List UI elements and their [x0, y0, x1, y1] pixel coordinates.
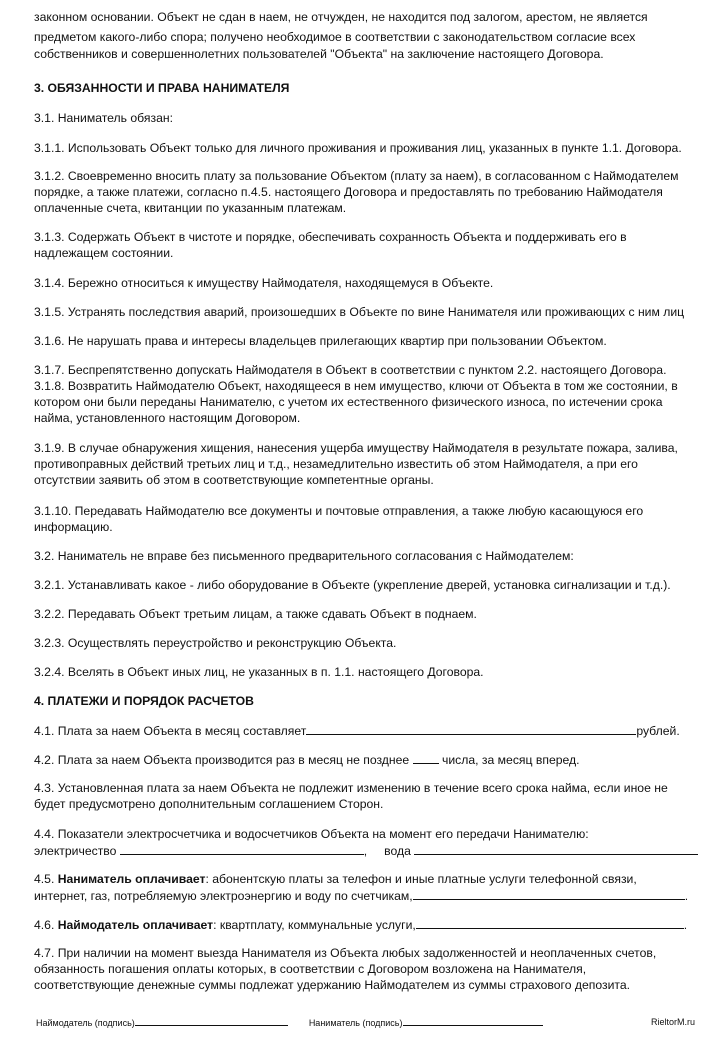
utilities-list-blank[interactable] — [413, 887, 685, 900]
payment-day-blank[interactable] — [413, 751, 439, 764]
landlord-pays-blank[interactable] — [416, 916, 684, 929]
tenant-signature-label: Наниматель (подпись) — [308, 1018, 403, 1028]
landlord-signature-line[interactable] — [135, 1017, 288, 1026]
clause-4-6 — [34, 916, 706, 933]
section-3-heading: 3. ОБЯЗАННОСТИ И ПРАВА НАНИМАТЕЛЯ — [34, 81, 290, 95]
clause-4-5-end: . — [684, 889, 689, 903]
water-label: вода — [384, 844, 411, 858]
clause-4-2-tail: числа, за месяц вперед. — [442, 753, 580, 767]
clause-4-1 — [34, 722, 706, 739]
clause-3-2: 3.2. Наниматель не вправе без письменного предварительного согласования с Наймодателем: — [34, 549, 574, 563]
clause-3-2-2: 3.2.2. Передавать Объект третьим лицам, а также сдавать Объект в поднаем. — [34, 607, 477, 621]
clause-4-1-text: 4.1. Плата за наем Объекта в месяц составляет — [34, 724, 307, 738]
clause-4-5-num: 4.5. — [34, 872, 58, 886]
clause-3-1-5: 3.1.5. Устранять последствия аварий, произошедших в Объекте по вине Нанимателя или проживающих с ним лиц — [34, 305, 685, 319]
clause-4-5-bold: Наниматель оплачивает — [57, 872, 206, 886]
meters-separator: , — [363, 844, 368, 858]
intro-line-1: законном основании. Объект не сдан в наем, не отчужден, не находится под залогом, арестом, не является — [34, 10, 648, 24]
electricity-reading-blank[interactable] — [120, 842, 364, 855]
clause-3-1-7-8: 3.1.7. Беспрепятственно допускать Наймодателя в Объект в соответствии с пунктом 2.2. настоящего Договора. 3.1.8. Возвратить Наймодателю Объект, находящееся в нем имущество, ключи от Объекта в том же состоянии, в котором они были переданы Нанимателю, с учетом их естественного физического износа, по истечении срока найма, установленного настоящим Договором. — [34, 363, 678, 425]
clause-4-2 — [34, 751, 706, 768]
signature-footer — [36, 1017, 543, 1029]
clause-4-6-rest: : квартплату, коммунальные услуги, — [213, 918, 416, 932]
clause-4-6-bold: Наймодатель оплачивает — [57, 918, 214, 932]
clause-3-2-4: 3.2.4. Вселять в Объект иных лиц, не указанных в п. 1.1. настоящего Договора. — [34, 665, 484, 679]
clause-4-5-rest: : абонентскую платы за телефон и иные платные услуги телефонной связи, — [205, 872, 637, 886]
clause-3-1-9: 3.1.9. В случае обнаружения хищения, нанесения ущерба имуществу Наймодателя в результате пожара, залива, противоправных действий третьих лиц и т.д., незамедлительно известить об этом Наймодателя, а при его отсутствии заявить об этом в соответствующие компетентные органы. — [34, 441, 678, 487]
intro-line-3: собственников и совершеннолетних пользователей "Объекта" на заключение настоящего Договора. — [34, 47, 604, 61]
clause-3-1-1: 3.1.1. Использовать Объект только для личного проживания и проживания лиц, указанных в пункте 1.1. Договора. — [34, 141, 682, 155]
clause-4-3: 4.3. Установленная плата за наем Объекта не подлежит изменению в течение всего срока найма, если иное не будет предусмотрено дополнительным соглашением Сторон. — [34, 781, 668, 811]
clause-4-4-meters — [34, 842, 706, 859]
intro-line-2: предметом какого-либо спора; получено необходимое в соответствии с законодательством согласие всех — [34, 30, 636, 44]
clause-4-4-line-1: 4.4. Показатели электросчетчика и водосчетчиков Объекта на момент его передачи Нанимателю: — [34, 827, 589, 841]
clause-3-2-3: 3.2.3. Осуществлять переустройство и реконструкцию Объекта. — [34, 636, 397, 650]
clause-3-1-2: 3.1.2. Своевременно вносить плату за пользование Объектом (плату за наем), в согласованном с Наймодателем порядке, а также платежи, согласно п.4.5. настоящего Договора и предоставлять по требованию Наймодателя оплаченные счета, квитанции по указанным платежам. — [34, 169, 679, 215]
clause-3-1-10: 3.1.10. Передавать Наймодателю все документы и почтовые отправления, а также любую касающуюся его информацию. — [34, 504, 644, 534]
clause-4-1-unit: рублей. — [636, 724, 680, 738]
water-reading-blank[interactable] — [414, 842, 698, 855]
electricity-label: электричество — [34, 844, 117, 858]
clause-4-5-line-2-text: интернет, газ, потребляемую электроэнергию и воду по счетчикам, — [34, 889, 413, 903]
section-4-heading: 4. ПЛАТЕЖИ И ПОРЯДОК РАСЧЕТОВ — [34, 694, 254, 708]
clause-3-1-4: 3.1.4. Бережно относиться к имуществу Наймодателя, находящемуся в Объекте. — [34, 276, 494, 290]
clause-4-5-line-2 — [34, 887, 706, 904]
clause-3-1-3: 3.1.3. Содержать Объект в чистоте и порядке, обеспечивать сохранность Объекта и поддерживать его в надлежащем состоянии. — [34, 230, 627, 260]
clause-4-5-line-1 — [34, 871, 706, 887]
clause-3-2-1: 3.2.1. Устанавливать какое - либо оборудование в Объекте (укрепление дверей, установка сигнализации и т.д.). — [34, 578, 671, 592]
clause-4-2-text: 4.2. Плата за наем Объекта производится раз в месяц не позднее — [34, 753, 410, 767]
clause-4-7: 4.7. При наличии на момент выезда Нанимателя из Объекта любых задолженностей и неоплаченных счетов, обязанность погашения оплаты которых, в соответствии с Договором возложена на Нанимателя, соответствующие денежные суммы подлежат удержанию Наймодателем из суммы страхового депозита. — [34, 946, 657, 992]
clause-3-1: 3.1. Наниматель обязан: — [34, 111, 173, 125]
clause-4-6-end: . — [683, 918, 688, 932]
site-watermark: RieltorM.ru — [651, 1017, 696, 1027]
clause-4-6-num: 4.6. — [34, 918, 58, 932]
clause-3-1-6: 3.1.6. Не нарушать права и интересы владельцев прилегающих квартир при пользовании Объектом. — [34, 334, 607, 348]
rent-amount-blank[interactable] — [306, 722, 636, 735]
landlord-signature-label: Наймодатель (подпись) — [36, 1018, 135, 1028]
tenant-signature-line[interactable] — [403, 1017, 543, 1026]
